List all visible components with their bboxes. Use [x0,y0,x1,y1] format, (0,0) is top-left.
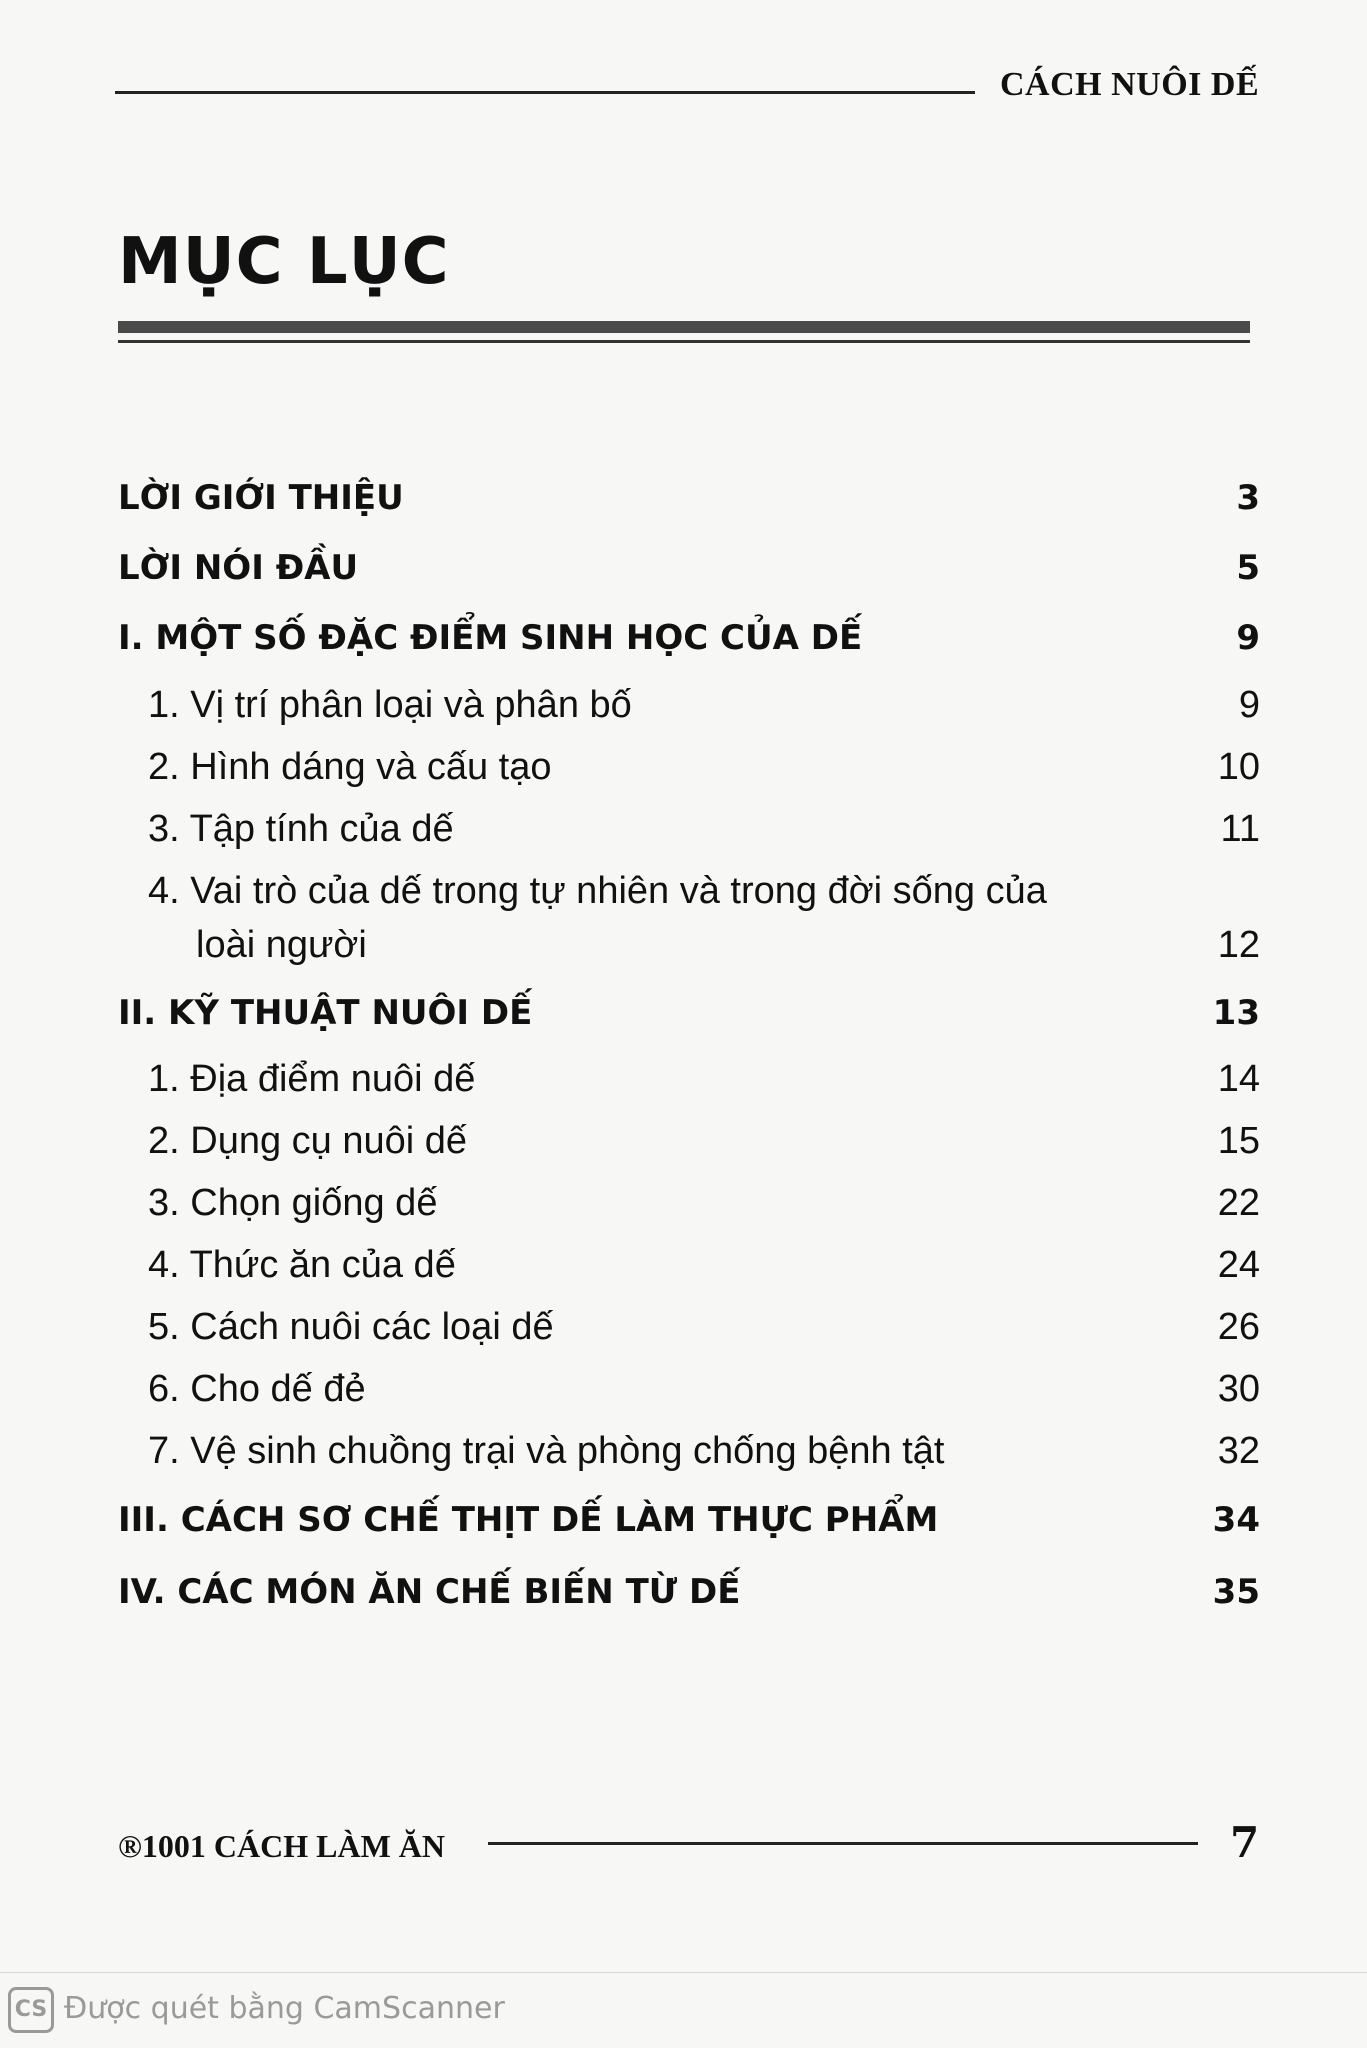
toc-entry-page: 14 [1217,1058,1260,1100]
toc-entry-page: 11 [1220,808,1260,850]
toc-entry [118,1120,1260,1180]
toc-entry-label: I. MỘT SỐ ĐẶC ĐIỂM SINH HỌC CỦA DẾ [118,618,863,658]
toc-entry-label: 2. Hình dáng và cấu tạo [148,746,552,788]
toc-entry-label: 7. Vệ sinh chuồng trại và phòng chống bệnh tật [148,1430,945,1472]
toc-entry-page: 15 [1217,1120,1260,1162]
toc-entry-page: 34 [1212,1500,1260,1540]
toc-entry-label: LỜI GIỚI THIỆU [118,478,404,518]
toc-entry-page: 35 [1212,1572,1260,1612]
toc-entry [118,746,1260,806]
toc-title: MỤC LỤC [118,225,450,299]
toc-entry-label: II. KỸ THUẬT NUÔI DẾ [118,993,533,1033]
camscanner-logo-icon: CS [8,1987,54,2033]
toc-entry [118,478,1260,538]
toc-entry [118,993,1260,1053]
toc-entry [118,1500,1260,1560]
toc-entry-page: 26 [1217,1306,1260,1348]
toc-entry [118,808,1260,868]
toc-entry [118,548,1260,608]
toc-entry-label: loài người [196,924,367,966]
toc-entry [118,1368,1260,1428]
toc-entry-page: 9 [1236,618,1260,658]
page-number: 7 [1230,1818,1260,1867]
toc-entry-label: 3. Chọn giống dế [148,1182,438,1224]
toc-entry-page: 22 [1217,1182,1260,1224]
toc-entry-page: 10 [1217,746,1260,788]
toc-entry [118,1430,1260,1490]
toc-entry-page: 5 [1236,548,1260,588]
toc-entry-label: 2. Dụng cụ nuôi dế [148,1120,468,1162]
header-rule [115,91,975,94]
toc-entry [118,1244,1260,1304]
toc-entry-page: 9 [1238,684,1260,726]
toc-entry-page: 24 [1217,1244,1260,1286]
toc-entry-page: 3 [1236,478,1260,518]
toc-entry-label: 6. Cho dế đẻ [148,1368,366,1410]
scanner-divider [0,1972,1367,1973]
footer-rule [488,1842,1198,1845]
footer-series-title: ®1001 CÁCH LÀM ĂN [118,1828,445,1864]
toc-entry [118,684,1260,744]
toc-entry [118,1572,1260,1632]
toc-entry-page: 30 [1217,1368,1260,1410]
toc-entry [118,618,1260,678]
toc-entry-label: 4. Thức ăn của dế [148,1244,456,1286]
toc-entry-label: LỜI NÓI ĐẦU [118,548,359,588]
title-rule-thin [118,340,1250,343]
toc-entry-label: 1. Vị trí phân loại và phân bố [148,684,632,726]
toc-entry [118,1306,1260,1366]
toc-entry-page: 32 [1217,1430,1260,1472]
running-title: CÁCH NUÔI DẾ [1000,66,1260,103]
toc-entry [118,1182,1260,1242]
toc-entry-continuation [118,924,1260,984]
toc-entry [118,1058,1260,1118]
toc-entry-label: III. CÁCH SƠ CHẾ THỊT DẾ LÀM THỰC PHẨM [118,1500,939,1540]
toc-entry-page: 13 [1212,993,1260,1033]
toc-entry-label: IV. CÁC MÓN ĂN CHẾ BIẾN TỪ DẾ [118,1572,741,1612]
title-rule-thick [118,321,1250,333]
toc-entry [118,870,1260,930]
toc-entry-label: 1. Địa điểm nuôi dế [148,1058,476,1100]
scanner-watermark-text: Được quét bằng CamScanner [64,1991,505,2026]
toc-entry-label: 3. Tập tính của dế [148,808,454,850]
toc-entry-page: 12 [1217,924,1260,966]
toc-entry-label: 4. Vai trò của dế trong tự nhiên và trong đời sống của [148,870,1047,912]
toc-entry-label: 5. Cách nuôi các loại dế [148,1306,554,1348]
